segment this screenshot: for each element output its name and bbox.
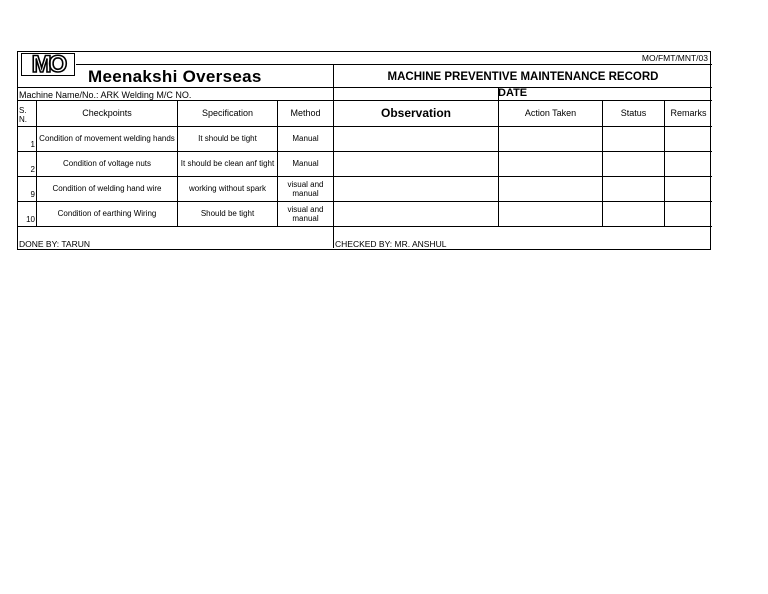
column-header-checkpoints: Checkpoints: [82, 108, 132, 119]
row-1-checkpoint: Condition of movement welding hands: [39, 134, 175, 144]
column-header-action-taken: Action Taken: [524, 108, 577, 119]
form-title: MACHINE PREVENTIVE MAINTENANCE RECORD: [387, 71, 659, 83]
checked-by-label: CHECKED BY: MR. ANSHUL: [335, 239, 447, 249]
row-4-sn: 10: [26, 214, 35, 224]
column-header-remarks: Remarks: [670, 108, 707, 119]
column-header-observation: Observation: [380, 105, 452, 120]
company-logo: MO: [21, 53, 75, 76]
maintenance-record-sheet: [17, 51, 711, 250]
line-under-doc-code: [76, 64, 712, 65]
column-header-specification: Specification: [201, 108, 254, 119]
column-header-status: Status: [620, 108, 647, 119]
row-2-sn: 2: [30, 164, 35, 174]
done-by-label: DONE BY: TARUN: [19, 239, 91, 249]
line-under-title: [18, 87, 712, 88]
machine-name-label: Machine Name/No.: ARK Welding M/C NO.: [19, 90, 192, 100]
column-header-method: Method: [290, 108, 321, 119]
date-divider: [498, 87, 499, 100]
row-4-specification: Should be tight: [200, 209, 255, 219]
title-divider: [333, 64, 334, 100]
row-1-sn: 1: [30, 139, 35, 149]
row-3-checkpoint: Condition of welding hand wire: [52, 184, 162, 194]
company-name: Meenakshi Overseas: [88, 67, 262, 86]
row-3-sn: 9: [30, 189, 35, 199]
row-3-method: visual and manual: [287, 179, 324, 198]
row-2-specification: It should be clean anf tight: [180, 159, 275, 169]
line-under-row-4: [18, 226, 712, 227]
column-header-sn: S. N.: [19, 105, 27, 124]
row-4-method: visual and manual: [287, 204, 324, 223]
row-4-checkpoint: Condition of earthing Wiring: [57, 209, 157, 219]
row-3-specification: working without spark: [189, 184, 266, 194]
row-1-specification: It should be tight: [198, 134, 257, 144]
document-code: MO/FMT/MNT/03: [641, 53, 708, 63]
date-label: DATE: [498, 87, 528, 99]
row-1-method: Manual: [292, 134, 319, 144]
row-2-method: Manual: [292, 159, 319, 169]
row-2-checkpoint: Condition of voltage nuts: [62, 159, 152, 169]
